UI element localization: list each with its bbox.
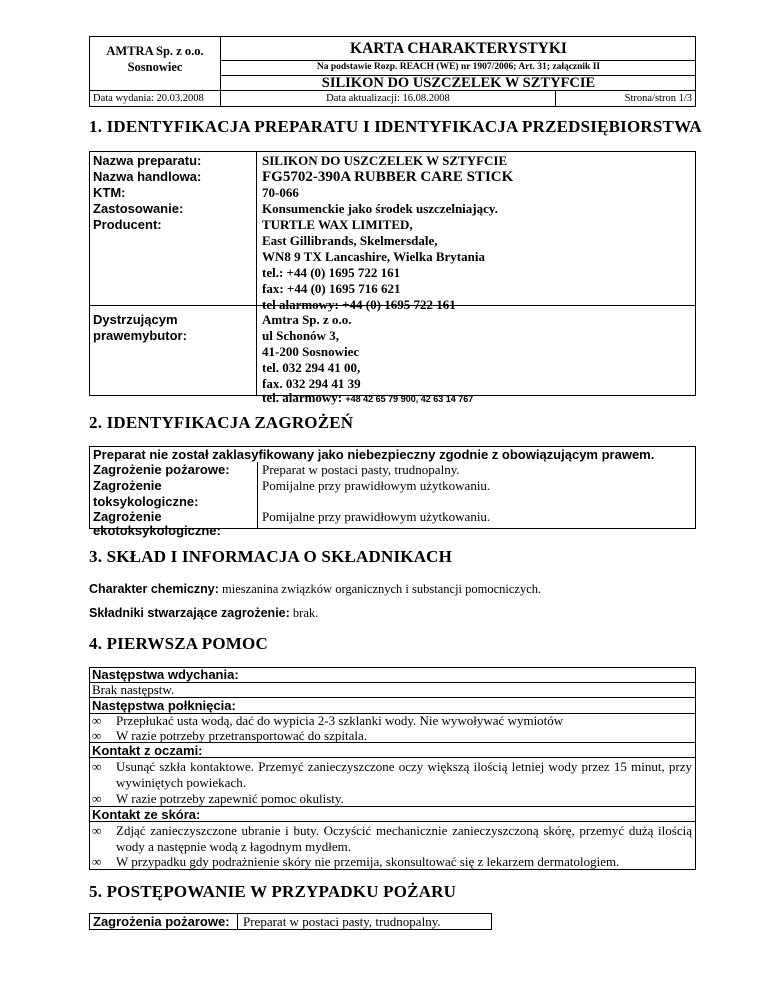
inhalation-text: Brak następstw. xyxy=(92,682,175,697)
ingestion-item-text: W razie potrzeby przetransportować do szpitala. xyxy=(116,728,367,743)
distributor-emergency-label: tel. alarmowy: xyxy=(262,390,343,405)
hazardous-components-value: brak. xyxy=(289,606,319,620)
chemical-character-value: mieszanina związków organicznych i substancji pomocniczych. xyxy=(218,582,542,596)
fire-hazard-value: Preparat w postaci pasty, trudnopalny. xyxy=(243,914,441,929)
distributor-street: ul Schonów 3, xyxy=(262,328,339,343)
skin-contact-heading: Kontakt ze skóra: xyxy=(92,807,201,822)
distributor-fax: fax. 032 294 41 39 xyxy=(262,376,361,391)
label-ktm: KTM: xyxy=(93,185,126,200)
skin-contact-item-text: Zdjąć zanieczyszczone ubranie i buty. Oczyścić mechanicznie zanieczyszczoną skórę, przemyć dużą ilością wody a następnie wodą z łagodnym mydłem. xyxy=(116,823,692,854)
bullet-icon: ∞ xyxy=(92,759,102,774)
section-1-title: 1. IDENTYFIKACJA PREPARATU I IDENTYFIKACJA PRZEDSIĘBIORSTWA xyxy=(89,117,702,136)
hazardous-components-label: Składniki stwarzające zagrożenie: xyxy=(89,606,290,620)
bullet-icon: ∞ xyxy=(92,728,102,743)
tox-hazard-label-line2: toksykologiczne: xyxy=(93,494,199,509)
ingestion-item xyxy=(92,713,692,729)
producer-address-line1: East Gillibrands, Skelmersdale, xyxy=(262,233,438,248)
document-header xyxy=(89,36,696,107)
eye-contact-item-text: W razie potrzeby zapewnić pomoc okulisty. xyxy=(116,791,344,806)
bullet-icon: ∞ xyxy=(92,823,102,838)
value-use: Konsumenckie jako środek uszczelniający. xyxy=(262,201,498,216)
company-city: Sosnowiec xyxy=(127,60,183,74)
value-preparation-name: SILIKON DO USZCZELEK W SZTYFCIE xyxy=(262,153,508,168)
hazards-table xyxy=(89,446,696,538)
fire-hazard-label: Zagrożenia pożarowe: xyxy=(93,914,230,929)
eye-contact-item xyxy=(92,759,692,791)
label-distributor-line1: Dystrzującym xyxy=(93,312,178,327)
distributor-emergency xyxy=(262,391,473,406)
page-number: Strona/stron 1/3 xyxy=(624,93,692,104)
company-name: AMTRA Sp. z o.o. xyxy=(106,44,204,58)
distributor-phone: tel. 032 294 41 00, xyxy=(262,360,361,375)
bullet-icon: ∞ xyxy=(92,713,102,728)
ecotox-hazard-label-line1: Zagrożenie xyxy=(93,509,162,524)
producer-name: TURTLE WAX LIMITED, xyxy=(262,217,413,232)
label-preparation-name: Nazwa preparatu: xyxy=(93,153,202,168)
eye-contact-heading: Kontakt z oczami: xyxy=(92,743,203,758)
issue-date: Data wydania: 20.03.2008 xyxy=(90,91,221,107)
producer-emergency-phone: tel alarmowy: +44 (0) 1695 722 161 xyxy=(262,297,456,312)
eye-contact-item-text: Usunąć szkła kontaktowe. Przemyć zanieczyszczone oczy większą ilością letniej wody przez 15 minut, przy wywiniętych powiekach. xyxy=(116,759,692,790)
label-producer: Producent: xyxy=(93,217,162,232)
producer-fax: fax: +44 (0) 1695 716 621 xyxy=(262,281,401,296)
distributor-name: Amtra Sp. z o.o. xyxy=(262,312,352,327)
value-trade-name: FG5702-390A RUBBER CARE STICK xyxy=(262,169,514,185)
ingestion-heading: Następstwa połknięcia: xyxy=(92,698,236,713)
product-name-header: SILIKON DO USZCZELEK W SZTYFCIE xyxy=(221,75,696,91)
fire-hazard-table xyxy=(89,913,492,930)
first-aid-block xyxy=(89,667,696,870)
ecotox-hazard-value: Pomijalne przy prawidłowym użytkowaniu. xyxy=(262,509,491,524)
ecotox-hazard-label-line2: ekotoksykologiczne: xyxy=(93,523,221,538)
section-3-title: 3. SKŁAD I INFORMACJA O SKŁADNIKACH xyxy=(89,547,453,566)
chemical-character xyxy=(89,582,541,597)
inhalation-heading: Następstwa wdychania: xyxy=(92,667,239,682)
section-2-title: 2. IDENTYFIKACJA ZAGROŻEŃ xyxy=(89,413,354,432)
bullet-icon: ∞ xyxy=(92,854,102,869)
section-4-title: 4. PIERWSZA POMOC xyxy=(89,634,268,653)
section-5-title: 5. POSTĘPOWANIE W PRZYPADKU POŻARU xyxy=(89,882,457,901)
eye-contact-item xyxy=(92,791,692,807)
document-legal-basis: Na podstawie Rozp. REACH (WE) nr 1907/2006; Art. 31; załącznik II xyxy=(316,62,601,72)
label-trade-name: Nazwa handlowa: xyxy=(93,169,202,184)
classification-statement: Preparat nie został zaklasyfikowany jako niebezpieczny zgodnie z obowiązującym prawem. xyxy=(93,447,655,462)
document-title: KARTA CHARAKTERYSTYKI xyxy=(221,37,696,61)
tox-hazard-label-line1: Zagrożenie xyxy=(93,478,162,493)
ingestion-item-text: Przepłukać usta wodą, dać do wypicia 2-3 szklanki wody. Nie wywoływać wymiotów xyxy=(116,713,564,728)
identification-table xyxy=(89,151,696,405)
hazardous-components xyxy=(89,606,318,621)
distributor-city: 41-200 Sosnowiec xyxy=(262,344,360,359)
table-divider xyxy=(237,914,238,929)
tox-hazard-value: Pomijalne przy prawidłowym użytkowaniu. xyxy=(262,478,491,493)
skin-contact-item xyxy=(92,823,692,855)
producer-address-line2: WN8 9 TX Lancashire, Wielka Brytania xyxy=(262,249,485,264)
fire-hazard-value: Preparat w postaci pasty, trudnopalny. xyxy=(262,462,460,477)
value-ktm: 70-066 xyxy=(262,185,299,200)
label-use: Zastosowanie: xyxy=(93,201,184,216)
ingestion-item xyxy=(92,728,692,744)
table-divider xyxy=(257,462,258,528)
update-date: Data aktualizacji: 16.08.2008 xyxy=(221,91,556,107)
skin-contact-item xyxy=(92,854,692,870)
bullet-icon: ∞ xyxy=(92,791,102,806)
distributor-emergency-numbers: +48 42 65 79 900, 42 63 14 767 xyxy=(345,394,474,404)
chemical-character-label: Charakter chemiczny: xyxy=(89,582,219,596)
skin-contact-item-text: W przypadku gdy podrażnienie skóry nie przemija, skonsultować się z lekarzem dermatologiem. xyxy=(116,854,620,869)
company-cell xyxy=(90,37,221,91)
label-distributor-line2: prawemybutor: xyxy=(93,328,187,343)
producer-phone: tel.: +44 (0) 1695 722 161 xyxy=(262,265,401,280)
fire-hazard-label: Zagrożenie pożarowe: xyxy=(93,462,230,477)
